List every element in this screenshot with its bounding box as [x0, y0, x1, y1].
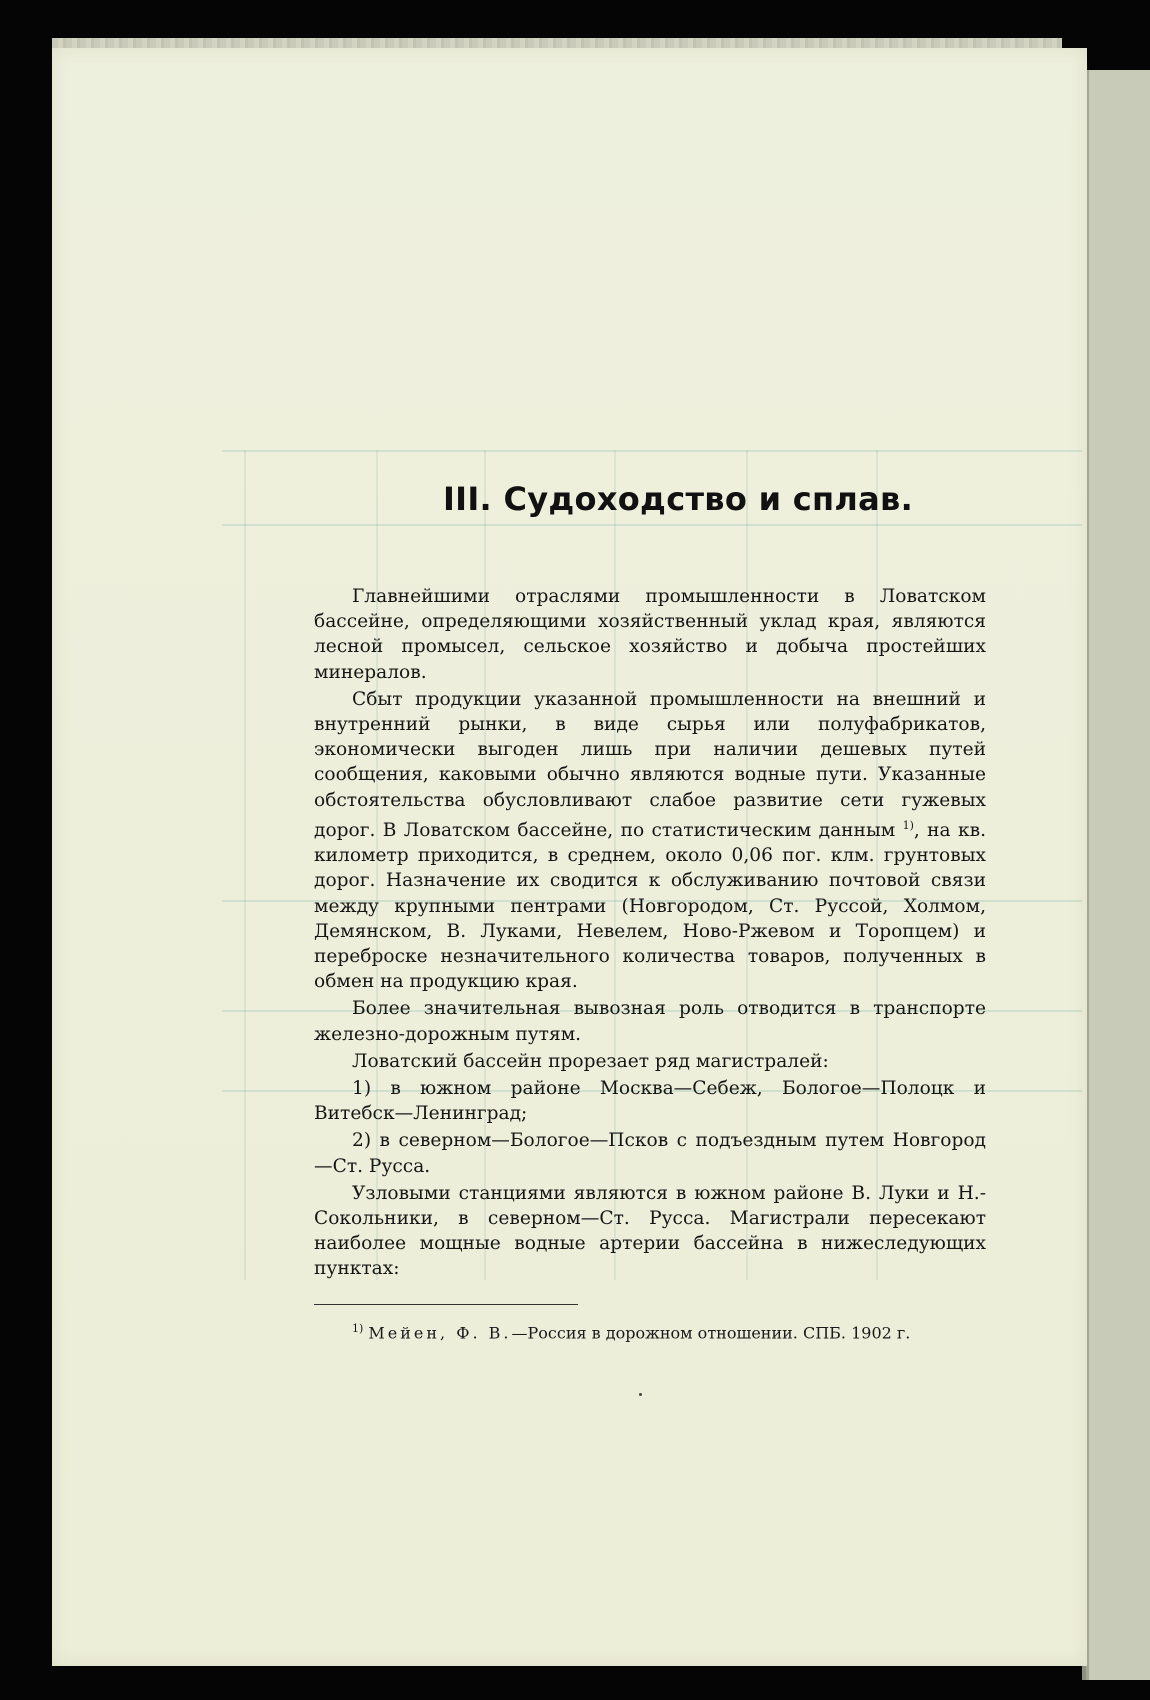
paragraph-1: Главнейшими отраслями промышленности в Ловатском бассейне, определяющими хозяйственный уклад края, являются лесной промысел, сельское хозяйство и добыча простейших минералов. — [314, 586, 986, 683]
body-text — [314, 584, 986, 1284]
paragraph-2 — [314, 687, 986, 995]
footnote-divider — [314, 1304, 578, 1305]
paragraph-3: Более значительная вывозная роль отводится в транспорте железно-дорожным путям. — [314, 998, 986, 1045]
paragraph-4: Ловатский бассейн прорезает ряд магистралей: — [352, 1050, 829, 1072]
footnote — [352, 1322, 910, 1342]
chapter-title: III. Судоходство и сплав. — [442, 480, 914, 518]
paragraph-6: 2) в северном—Бологое—Псков с подъездным путем Новгород—Ст. Русса. — [314, 1130, 986, 1177]
paragraph-2-text: Сбыт продукции указанной промышленности на внешний и внутренний рынки, в виде сырья или полуфабрикатов, экономически выгоден лишь при наличии дешевых путей сообщения, каковыми обычно являются водные пути. Указанные обстоятельства обусловливают слабое развитие сети гужевых дорог. В Ловатском бассейне, по статистическим данным — [314, 688, 986, 842]
paper-speck — [639, 1393, 642, 1396]
paragraph-7: Узловыми станциями являются в южном районе В. Луки и Н.-Сокольники, в северном—Ст. Русса. Магистрали пересекают наиболее мощные водные артерии бассейна в нижеследующих пунктах: — [314, 1182, 986, 1280]
footnote-author: Мейен, Ф. В. — [368, 1323, 512, 1343]
footnote-ref: 1) — [902, 818, 914, 832]
footnote-marker: 1) — [352, 1322, 364, 1335]
paragraph-2-tail: , на кв. километр приходится, в среднем, около 0,06 пог. клм. грунтовых дорог. Назначение их сводится к обслуживанию почтовой связи между крупными пентрами (Новгородом, Ст. Руссой, Холмом, Демянском, В. Луками, Невелем, Ново-Ржевом и Торопцем) и переброске незначительного количества товаров, полученных в обмен на продукцию края. — [314, 820, 986, 993]
paragraph-5: 1) в южном районе Москва—Себеж, Бологое—Полоцк и Витебск—Ленинград; — [314, 1078, 986, 1125]
next-page — [1086, 70, 1150, 1680]
footnote-text: —Россия в дорожном отношении. СПБ. 1902 г. — [511, 1323, 911, 1343]
